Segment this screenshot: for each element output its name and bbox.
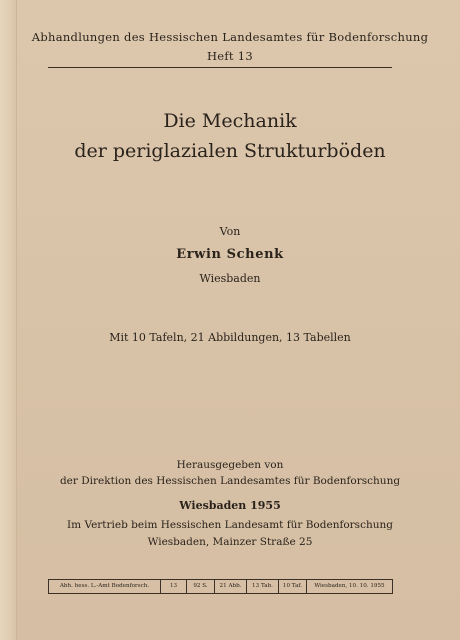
citation-issue: 13 (161, 580, 187, 594)
citation-journal: Abh. hess. L.-Amt Bodenforsch. (59, 583, 150, 589)
citation-row (49, 580, 393, 594)
publisher-line-2: der Direktion des Hessischen Landesamtes für Bodenforschung (59, 475, 401, 487)
distribution-address: Wiesbaden, Mainzer Straße 25 (147, 536, 313, 548)
citation-box (48, 579, 393, 594)
citation-pages: 92 S. (187, 580, 215, 594)
citation-place-date: Wiesbaden, 10. 10. 1955 (307, 580, 393, 594)
citation-figures: 21 Abb. (215, 580, 247, 594)
citation-tables: 13 Tab. (247, 580, 279, 594)
title-line-1: Die Mechanik (163, 110, 297, 132)
publisher-line-1: Herausgegeben von (176, 459, 284, 471)
citation-plates: 10 Taf. (279, 580, 307, 594)
distribution-line: Im Vertrieb beim Hessischen Landesamt für Bodenforschung (67, 519, 393, 531)
title-line-2: der periglazialen Strukturböden (74, 140, 386, 162)
author-city: Wiesbaden (199, 272, 261, 285)
publication-place-year: Wiesbaden 1955 (179, 499, 281, 512)
author-prefix: Von (219, 225, 241, 238)
contents-note: Mit 10 Tafeln, 21 Abbildungen, 13 Tabellen (109, 331, 351, 344)
author-name: Erwin Schenk (176, 247, 284, 262)
series-title: Abhandlungen des Hessischen Landesamtes für Bodenforschung (31, 30, 429, 44)
header-divider (48, 67, 392, 68)
issue-number: Heft 13 (206, 49, 254, 63)
